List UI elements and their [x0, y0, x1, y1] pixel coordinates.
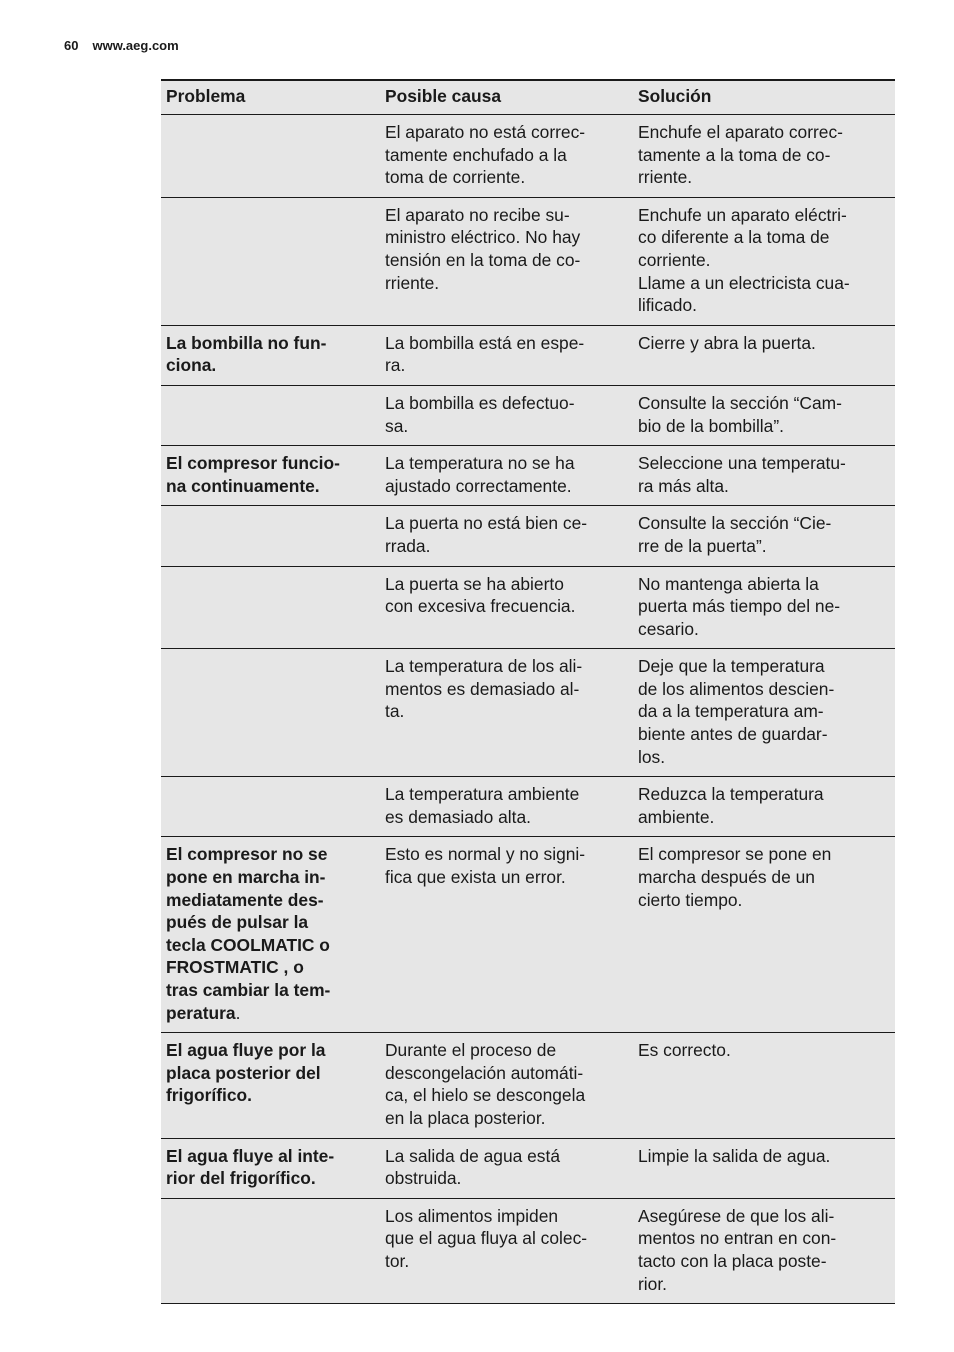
solution-cell: Deje que la temperatura de los alimentos descien- da a la temperatura am- biente antes de guardar- los. — [633, 649, 895, 777]
cause-cell: La temperatura ambiente es demasiado alta. — [380, 777, 633, 837]
problem-cell — [161, 837, 380, 1033]
solution-cell: Enchufe el aparato correc- tamente a la toma de co- rriente. — [633, 115, 895, 198]
solution-cell: Enchufe un aparato eléctri- co diferente a la toma de corriente. Llame a un electricista cua- lificado. — [633, 197, 895, 325]
cause-cell: El aparato no está correc- tamente enchufado a la toma de corriente. — [380, 115, 633, 198]
problem-cell — [161, 197, 380, 325]
solution-cell: Es correcto. — [633, 1033, 895, 1138]
table-row — [161, 1198, 895, 1303]
problem-text: El agua fluye al inte- rior del frigorífico. — [166, 1145, 335, 1189]
problem-cell — [161, 1033, 380, 1138]
solution-cell: Consulte la sección “Cam- bio de la bombilla”. — [633, 385, 895, 445]
solution-cell: Reduzca la temperatura ambiente. — [633, 777, 895, 837]
troubleshooting-table — [161, 79, 895, 1304]
table-row — [161, 506, 895, 566]
problem-text: El compresor funcio- na continuamente. — [166, 453, 340, 496]
column-header-solution: Solución — [633, 80, 895, 115]
table-row — [161, 325, 895, 385]
table-row — [161, 837, 895, 1033]
cause-cell: Los alimentos impiden que el agua fluya al colec- tor. — [380, 1198, 633, 1303]
cause-cell: La puerta se ha abierto con excesiva frecuencia. — [380, 566, 633, 649]
page-header — [64, 38, 179, 53]
solution-cell: Cierre y abra la puerta. — [633, 325, 895, 385]
problem-text: El compresor no se pone en marcha in- mediatamente des- pués de pulsar la tecla COOLMATIC o FROSTMATIC , o tras cambiar la tem- peratura — [166, 844, 331, 1023]
cause-cell: La temperatura de los ali- mentos es demasiado al- ta. — [380, 649, 633, 777]
problem-cell — [161, 1198, 380, 1303]
problem-text: El agua fluye por la placa posterior del frigorífico. — [166, 1040, 326, 1106]
problem-text: La bombilla no fun- ciona. — [166, 332, 327, 376]
table-row — [161, 385, 895, 445]
table-row — [161, 649, 895, 777]
problem-cell — [161, 506, 380, 566]
table-row — [161, 1138, 895, 1198]
table-row — [161, 197, 895, 325]
table-row — [161, 1033, 895, 1138]
website-link[interactable]: www.aeg.com — [92, 38, 179, 53]
problem-cell — [161, 566, 380, 649]
column-header-cause: Posible causa — [380, 80, 633, 115]
table-body — [161, 115, 895, 1304]
column-header-problem: Problema — [161, 80, 380, 115]
cause-cell: La puerta no está bien ce- rrada. — [380, 506, 633, 566]
solution-cell: Seleccione una temperatu- ra más alta. — [633, 446, 895, 506]
cause-cell: Durante el proceso de descongelación automáti- ca, el hielo se descongela en la placa posterior. — [380, 1033, 633, 1138]
page-number: 60 — [64, 38, 79, 53]
problem-cell — [161, 385, 380, 445]
problem-cell — [161, 446, 380, 506]
problem-cell — [161, 115, 380, 198]
problem-cell — [161, 1138, 380, 1198]
cause-cell: Esto es normal y no signi- fica que exista un error. — [380, 837, 633, 1033]
problem-cell — [161, 649, 380, 777]
cause-cell: La temperatura no se ha ajustado correctamente. — [380, 446, 633, 506]
solution-cell: Consulte la sección “Cie- rre de la puerta”. — [633, 506, 895, 566]
solution-cell: No mantenga abierta la puerta más tiempo del ne- cesario. — [633, 566, 895, 649]
solution-cell: El compresor se pone en marcha después de un cierto tiempo. — [633, 837, 895, 1033]
cause-cell: La bombilla está en espe- ra. — [380, 325, 633, 385]
solution-cell: Limpie la salida de agua. — [633, 1138, 895, 1198]
table-row — [161, 777, 895, 837]
table-row — [161, 566, 895, 649]
table-row — [161, 115, 895, 198]
solution-cell: Asegúrese de que los ali- mentos no entran en con- tacto con la placa poste- rior. — [633, 1198, 895, 1303]
problem-punctuation: . — [235, 1002, 241, 1023]
problem-cell — [161, 777, 380, 837]
table-row — [161, 446, 895, 506]
cause-cell: La salida de agua está obstruida. — [380, 1138, 633, 1198]
cause-cell: La bombilla es defectuo- sa. — [380, 385, 633, 445]
cause-cell: El aparato no recibe su- ministro eléctrico. No hay tensión en la toma de co- rriente. — [380, 197, 633, 325]
problem-cell — [161, 325, 380, 385]
table-header-row — [161, 80, 895, 115]
